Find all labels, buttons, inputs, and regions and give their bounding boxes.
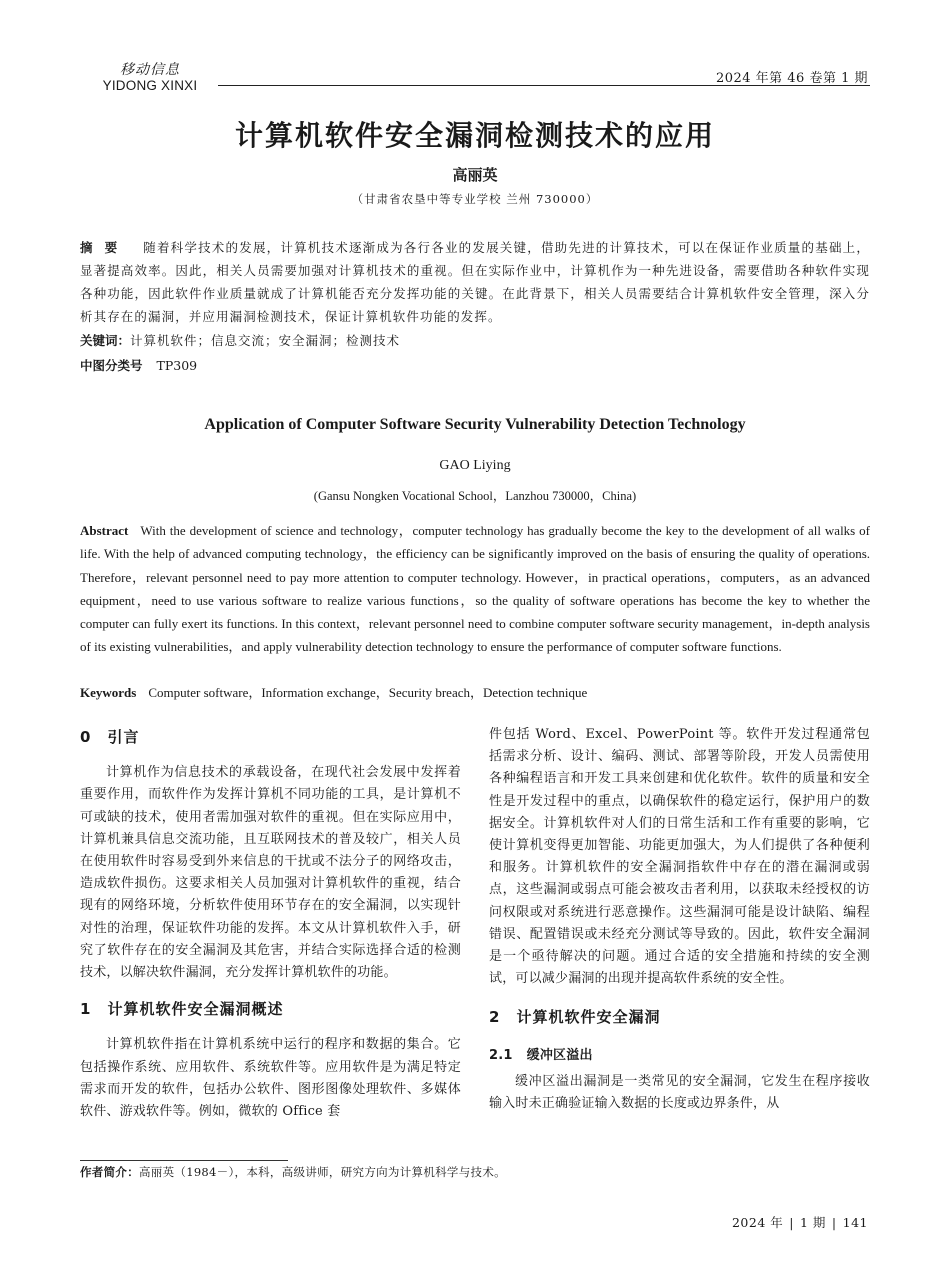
page-number: 141 — [842, 1215, 868, 1230]
section-1-paragraph: 计算机软件指在计算机系统中运行的程序和数据的集合。它包括操作系统、应用软件、系统软件等。应用软件是为满足特定需求而开发的软件，包括办公软件、图形图像处理软件、多媒体软件、游戏软件等。例如，微软的 Office 套 — [80, 1037, 461, 1120]
clc-value: TP309 — [156, 358, 198, 373]
author-en: GAO Liying — [439, 458, 511, 473]
body-column-right — [489, 724, 870, 1115]
footer-year: 2024 年 — [731, 1215, 784, 1230]
journal-name-en: YIDONG XINXI — [102, 78, 198, 93]
footnote-label: 作者简介： — [80, 1165, 139, 1179]
section-0-title: 引言 — [107, 728, 140, 746]
clc-label: 中图分类号 — [80, 358, 143, 373]
journal-brand — [90, 62, 210, 94]
subsection-2-1-title: 缓冲区溢出 — [526, 1047, 593, 1063]
section-0-paragraph: 计算机作为信息技术的承载设备，在现代社会发展中发挥着重要作用，而软件作为发挥计算机不同功能的工具，是计算机不可或缺的技术，使用者需加强对软件的重视。但在实际应用中，计算机兼具信息交流功能，且互联网技术的普及较广，相关人员在使用软件时容易受到外来信息的干扰或不法分子的网络攻击，造成软件损伤。这要求相关人员加强对计算机软件的重视，结合现有的网络环境，分析软件使用环节存在的安全漏洞，以实现针对性的治理，保证软件功能的发挥。本文从计算机软件入手，研究了软件存在的安全漏洞及其危害，并结合实际选择合适的检测技术，以解决软件漏洞，充分发挥计算机软件的功能。 — [80, 765, 461, 981]
footer-separator: | — [789, 1215, 794, 1230]
paper-title-cn: 计算机软件安全漏洞检测技术的应用 — [234, 119, 715, 152]
page-footer — [732, 1213, 868, 1231]
section-1-paragraph-continued: 件包括 Word、Excel、PowerPoint 等。软件开发过程通常包括需求分析、设计、编码、测试、部署等阶段，开发人员需使用各种编程语言和开发工具来创建和优化软件。软件的质量和安全性是开发过程中的重点，以确保软件的稳定运行，保护用户的数据安全。计算机软件对人们的日常生活和工作有重要的影响，它使计算机变得更加智能、功能更加强大，为人们提供了各种便利和服务。计算机软件的安全漏洞指软件中存在的潜在漏洞或弱点，这些漏洞或弱点可能会被攻击者利用，以获取未经授权的访问权限或对系统进行恶意操作。这些漏洞可能是设计缺陷、编程错误、配置错误或未经充分测试等导致的。因此，软件安全漏洞是一个亟待解决的问题。通过合适的安全措施和持续的安全测试，可以减少漏洞的出现并提高软件系统的安全性。 — [489, 727, 870, 987]
keywords-en — [80, 682, 870, 701]
section-0-heading — [80, 726, 461, 748]
footer-separator: | — [831, 1215, 837, 1230]
journal-name-cn: 移动信息 — [120, 62, 180, 78]
clc-number — [80, 356, 197, 374]
author-footnote — [80, 1164, 506, 1180]
keywords-cn-text: 计算机软件；信息交流；安全漏洞；检测技术 — [130, 333, 401, 348]
subsection-2-1-number: 2.1 — [489, 1047, 513, 1063]
header-rule — [218, 85, 870, 86]
section-1-number: 1 — [80, 1000, 92, 1019]
section-2-title: 计算机软件安全漏洞 — [516, 1008, 661, 1027]
abstract-en-text: With the development of science and technology，computer technology has gradually become the key to the development of all walks of life. With the help of advanced computing technology，the efficiency can be significantly improved on the basis of ensuring the quality of operations. Therefore，relevant personnel need to pay more attention to computer technology. However，in practical operations，computers，as an advanced equipment，need to use various software to realize various functions，so the quality of software operations has become the key to whether the computer can fully exert its functions. In this context，relevant personnel need to combine computer software security management，in-depth analysis of its existing vulnerabilities，and apply vulnerability detection technology to ensure the performance of computer software functions. — [80, 523, 870, 655]
section-2-number: 2 — [489, 1008, 501, 1027]
section-1-heading — [80, 998, 461, 1020]
paper-title-en: Application of Computer Software Security Vulnerability Detection Technology — [204, 416, 746, 433]
section-0-number: 0 — [80, 728, 92, 746]
subsection-2-1-heading — [489, 1045, 870, 1067]
subsection-2-1-paragraph: 缓冲区溢出漏洞是一类常见的安全漏洞，它发生在程序接收输入时未正确验证输入数据的长度或边界条件，从 — [489, 1073, 870, 1112]
affiliation-en: (Gansu Nongken Vocational School，Lanzhou 730000，China) — [313, 489, 637, 503]
body-column-left — [80, 726, 461, 1123]
abstract-en-label: Abstract — [80, 523, 129, 538]
abstract-cn-text: 随着科学技术的发展，计算机技术逐渐成为各行各业的发展关键，借助先进的计算技术，可以在保证作业质量的基础上，显著提高效率。因此，相关人员需要加强对计算机技术的重视。但在实际作业中，计算机作为一种先进设备，需要借助各种软件实现各种功能，因此软件作业质量就成了计算机能否充分发挥功能的关键。在此背景下，相关人员需要结合计算机软件安全管理，深入分析其存在的漏洞，并应用漏洞检测技术，保证计算机软件功能的发挥。 — [80, 240, 870, 324]
keywords-cn-label: 关键词： — [80, 333, 131, 348]
section-1-title: 计算机软件安全漏洞概述 — [107, 1000, 284, 1019]
keywords-en-text: Computer software，Information exchange，Security breach，Detection technique — [148, 685, 588, 700]
issue-info: 2024 年第 46 卷第 1 期 — [715, 71, 868, 86]
abstract-cn-label: 摘要 — [80, 240, 130, 255]
keywords-en-label: Keywords — [80, 685, 137, 700]
affiliation-cn: （甘肃省农垦中等专业学校 兰州 730000） — [351, 192, 599, 206]
section-2-heading — [489, 1006, 870, 1028]
footer-issue: 1 期 — [799, 1215, 826, 1230]
keywords-cn — [80, 331, 400, 349]
abstract-cn — [80, 236, 870, 328]
footnote-text: 高丽英（1984－），本科，高级讲师，研究方向为计算机科学与技术。 — [139, 1165, 506, 1179]
footnote-rule — [80, 1160, 288, 1161]
author-cn: 高丽英 — [452, 166, 498, 184]
abstract-en — [80, 519, 870, 659]
